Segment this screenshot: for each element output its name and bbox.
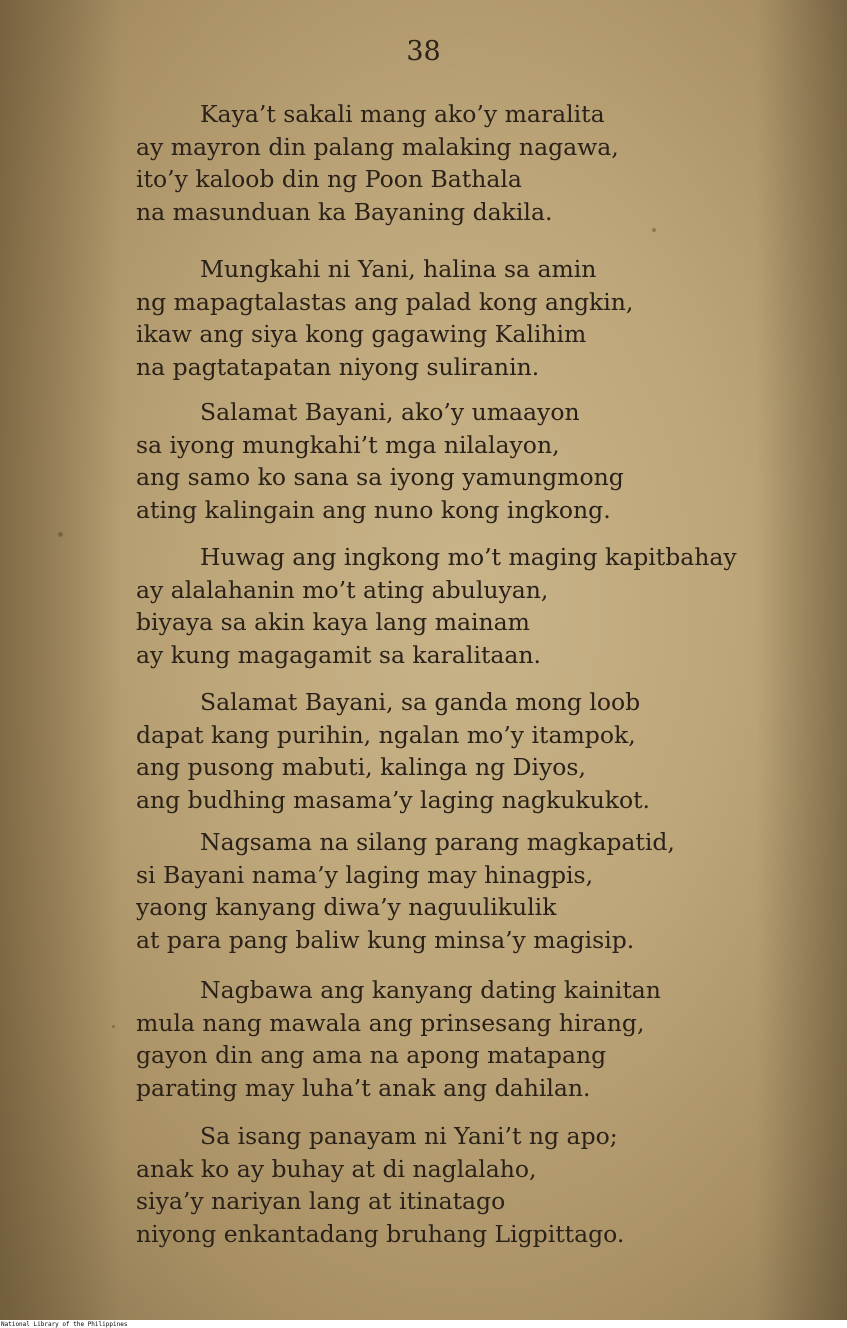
verse-line: parating may luha’t anak ang dahilan. <box>136 1073 591 1102</box>
stanza-3 <box>136 396 624 526</box>
verse-line: ng mapagtalastas ang palad kong angkin, <box>136 287 634 316</box>
page-number: 38 <box>406 36 441 67</box>
stanza-8 <box>136 1120 624 1250</box>
verse-line: si Bayani nama’y laging may hinagpis, <box>136 860 594 889</box>
verse-line: gayon din ang ama na apong matapang <box>136 1041 607 1069</box>
verse-line: biyaya sa akin kaya lang mainam <box>136 608 530 636</box>
stanza-2 <box>136 253 633 383</box>
verse-line: Sa isang panayam ni Yani’t ng apo; <box>200 1122 618 1150</box>
verse-line: Nagbawa ang kanyang dating kainitan <box>200 976 661 1004</box>
verse-line: mula nang mawala ang prinsesang hirang, <box>136 1008 645 1037</box>
verse-line: niyong enkantadang bruhang Ligpittago. <box>136 1219 625 1248</box>
stanza-4 <box>136 541 737 671</box>
verse-line: anak ko ay buhay at di naglalaho, <box>136 1154 537 1183</box>
stanza-7 <box>136 974 661 1104</box>
verse-line: Salamat Bayani, sa ganda mong loob <box>200 688 641 716</box>
verse-line: Mungkahi ni Yani, halina sa amin <box>200 255 597 283</box>
verse-line: na pagtatapatan niyong suliranin. <box>136 352 540 381</box>
verse-line: ating kalingain ang nuno kong ingkong. <box>136 495 611 524</box>
verse-line: sa iyong mungkahi’t mga nilalayon, <box>136 430 560 459</box>
verse-line: ito’y kaloob din ng Poon Bathala <box>136 165 522 193</box>
verse-line: na masunduan ka Bayaning dakila. <box>136 197 553 226</box>
stanza-1 <box>136 98 619 228</box>
stanza-5 <box>136 686 650 816</box>
verse-line: ay mayron din palang malaking nagawa, <box>136 132 619 161</box>
verse-line: Huwag ang ingkong mo’t maging kapitbahay <box>200 543 737 571</box>
verse-line: Kaya’t sakali mang ako’y maralita <box>200 100 605 128</box>
verse-line: ay alalahanin mo’t ating abuluyan, <box>136 575 549 604</box>
verse-line: yaong kanyang diwa’y naguulikulik <box>136 893 557 921</box>
library-credit: National Library of the Philippines <box>1 1321 128 1328</box>
verse-line: ay kung magagamit sa karalitaan. <box>136 640 542 669</box>
paper-blemish <box>652 228 656 232</box>
verse-line: Nagsama na silang parang magkapatid, <box>200 828 675 856</box>
verse-line: siya’y nariyan lang at itinatago <box>136 1187 506 1215</box>
verse-line: ikaw ang siya kong gagawing Kalihim <box>136 320 587 348</box>
verse-line: at para pang baliw kung minsa’y magisip. <box>136 925 635 954</box>
verse-line: ang pusong mabuti, kalinga ng Diyos, <box>136 753 586 781</box>
verse-line: ang budhing masama’y laging nagkukukot. <box>136 785 651 814</box>
stanza-6 <box>136 826 675 956</box>
verse-line: dapat kang purihin, ngalan mo’y itampok, <box>136 720 636 749</box>
verse-line: Salamat Bayani, ako’y umaayon <box>200 398 580 426</box>
verse-line: ang samo ko sana sa iyong yamungmong <box>136 463 624 491</box>
paper-blemish <box>58 532 63 537</box>
paper-blemish <box>112 1025 115 1028</box>
